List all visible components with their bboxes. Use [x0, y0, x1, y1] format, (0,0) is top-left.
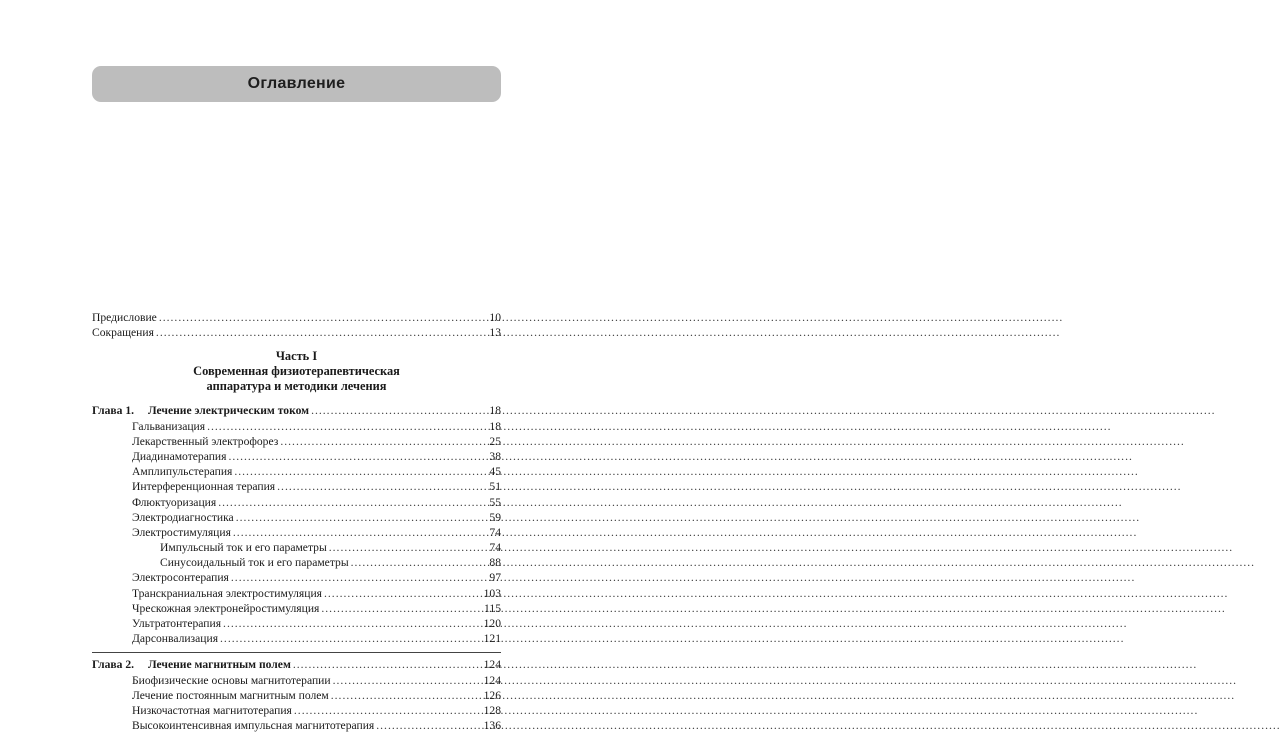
- dot-leader: [156, 325, 485, 340]
- toc-entry[interactable]: [92, 601, 501, 616]
- toc-chapter-1[interactable]: [92, 403, 501, 418]
- toc-entry-label: Биофизические основы магнитотерапии: [132, 673, 331, 687]
- dot-leader: [293, 657, 482, 672]
- dot-leader: [376, 718, 481, 733]
- toc-entry[interactable]: [92, 673, 501, 688]
- toc-entry-page: 55: [489, 495, 501, 509]
- toc-entry-page: 97: [489, 571, 501, 585]
- page-title: Оглавление: [247, 75, 346, 92]
- chapter-page: 18: [489, 404, 501, 418]
- toc-entry-label: Низкочастотная магнитотерапия: [132, 703, 292, 717]
- dot-leader: [324, 586, 482, 601]
- chapter-title: Лечение электрическим током: [148, 404, 310, 418]
- chapter-number: Глава 1.: [92, 404, 135, 418]
- dot-leader: [236, 510, 485, 525]
- toc-entry-page: 18: [489, 419, 501, 433]
- toc-entry-page: 126: [483, 688, 501, 702]
- toc-entry-label: Высокоинтенсивная импульсная магнитотерапия: [132, 719, 375, 733]
- toc-entry-page: 59: [489, 510, 501, 524]
- toc-entry[interactable]: [92, 525, 501, 540]
- toc-entry[interactable]: [92, 688, 501, 703]
- toc-entry-label: Синусоидальный ток и его параметры: [160, 556, 349, 570]
- dot-leader: [233, 525, 485, 540]
- chapter-number: Глава 2.: [92, 658, 135, 672]
- dot-leader: [321, 601, 482, 616]
- part-number: Часть I: [275, 349, 318, 364]
- toc-entry-abbreviations[interactable]: [92, 325, 501, 340]
- dot-leader: [223, 616, 482, 631]
- toc-entry-page: 103: [483, 586, 501, 600]
- dot-leader: [351, 555, 485, 570]
- toc-entry-page: 25: [489, 434, 501, 448]
- toc-entry-page: 88: [489, 556, 501, 570]
- toc-entry-label: Амплипульстерапия: [132, 465, 233, 479]
- toc-entry-label: Электростимуляция: [132, 525, 231, 539]
- toc-entry-label: Дарсонвализация: [132, 632, 219, 646]
- toc-entry-label: Транскраниальная электростимуляция: [132, 586, 322, 600]
- dot-leader: [311, 403, 485, 418]
- chapter-page: 124: [483, 658, 501, 672]
- toc-entry-label: Ультратонтерапия: [132, 617, 222, 630]
- dot-leader: [294, 703, 482, 718]
- toc-entry-label: Лечение постоянным магнитным полем: [132, 688, 329, 702]
- toc-entry-page: 120: [483, 617, 501, 630]
- toc-entry[interactable]: [92, 718, 501, 733]
- toc-entry[interactable]: [92, 510, 501, 525]
- dot-leader: [277, 479, 485, 494]
- toc-entry[interactable]: [92, 703, 501, 718]
- toc-entry[interactable]: [92, 479, 501, 494]
- toc-entry[interactable]: [92, 616, 501, 631]
- toc-entry-label: Лекарственный электрофорез: [132, 434, 279, 448]
- toc-entry[interactable]: [92, 631, 501, 646]
- toc-entry-page: 74: [489, 525, 501, 539]
- toc-entry-label: Предисловие: [92, 311, 157, 324]
- dot-leader: [228, 449, 485, 464]
- toc-entry-page: 115: [484, 601, 501, 615]
- dot-leader: [218, 495, 485, 510]
- dot-leader: [280, 434, 485, 449]
- toc-entry-label: Чрескожная электронейростимуляция: [132, 601, 320, 615]
- toc-entry-page: 124: [483, 673, 501, 687]
- dot-leader: [329, 540, 485, 555]
- dot-leader: [220, 631, 482, 646]
- toc-entry[interactable]: [92, 434, 501, 449]
- toc-entry-label: Флюктуоризация: [132, 495, 217, 509]
- toc-entry-label: Диадинамотерапия: [132, 449, 227, 463]
- dot-leader: [207, 419, 485, 434]
- toc-entry-label: Гальванизация: [132, 419, 206, 433]
- toc-entry-label: Электродиагностика: [132, 510, 234, 524]
- toc-entry-page: 38: [489, 449, 501, 463]
- toc-entry-page: 136: [483, 719, 501, 733]
- toc-entry-label: Сокращения: [92, 326, 154, 340]
- toc-chapter-2[interactable]: [92, 657, 501, 672]
- toc-entry[interactable]: [92, 419, 501, 434]
- toc-entry-label: Электросонтерапия: [132, 571, 229, 585]
- chapter-divider: [92, 652, 501, 653]
- toc-entry-page: 121: [483, 632, 501, 646]
- chapter-title: Лечение магнитным полем: [148, 658, 291, 672]
- dot-leader: [333, 673, 482, 688]
- toc-entry[interactable]: [92, 586, 501, 601]
- toc-subentry[interactable]: [92, 540, 501, 555]
- dot-leader: [331, 688, 482, 703]
- toc-entry[interactable]: [92, 464, 501, 479]
- toc-entry[interactable]: [92, 449, 501, 464]
- toc-entry-page: 51: [489, 480, 501, 494]
- toc-entry-page: 45: [489, 465, 501, 479]
- dot-leader: [231, 570, 485, 585]
- part-title-line2: аппаратура и методики лечения: [206, 379, 387, 394]
- toc-entry[interactable]: [92, 570, 501, 585]
- toc-banner: [92, 66, 501, 102]
- toc-subentry[interactable]: [92, 555, 501, 570]
- toc-entry-page: 13: [489, 326, 501, 340]
- toc-entry-page: 74: [489, 541, 501, 555]
- toc-entry-label: Импульсный ток и его параметры: [160, 541, 327, 555]
- part-title-line1: Современная физиотерапевтическая: [193, 364, 400, 379]
- dot-leader: [159, 310, 485, 325]
- toc-entry-preface[interactable]: [92, 310, 501, 325]
- toc-entry-page: 128: [483, 703, 501, 717]
- toc-entry-label: Интерференционная терапия: [132, 480, 276, 494]
- toc-entry[interactable]: [92, 495, 501, 510]
- toc-entry-page: 10: [489, 311, 501, 324]
- dot-leader: [234, 464, 485, 479]
- table-of-contents: [92, 310, 501, 733]
